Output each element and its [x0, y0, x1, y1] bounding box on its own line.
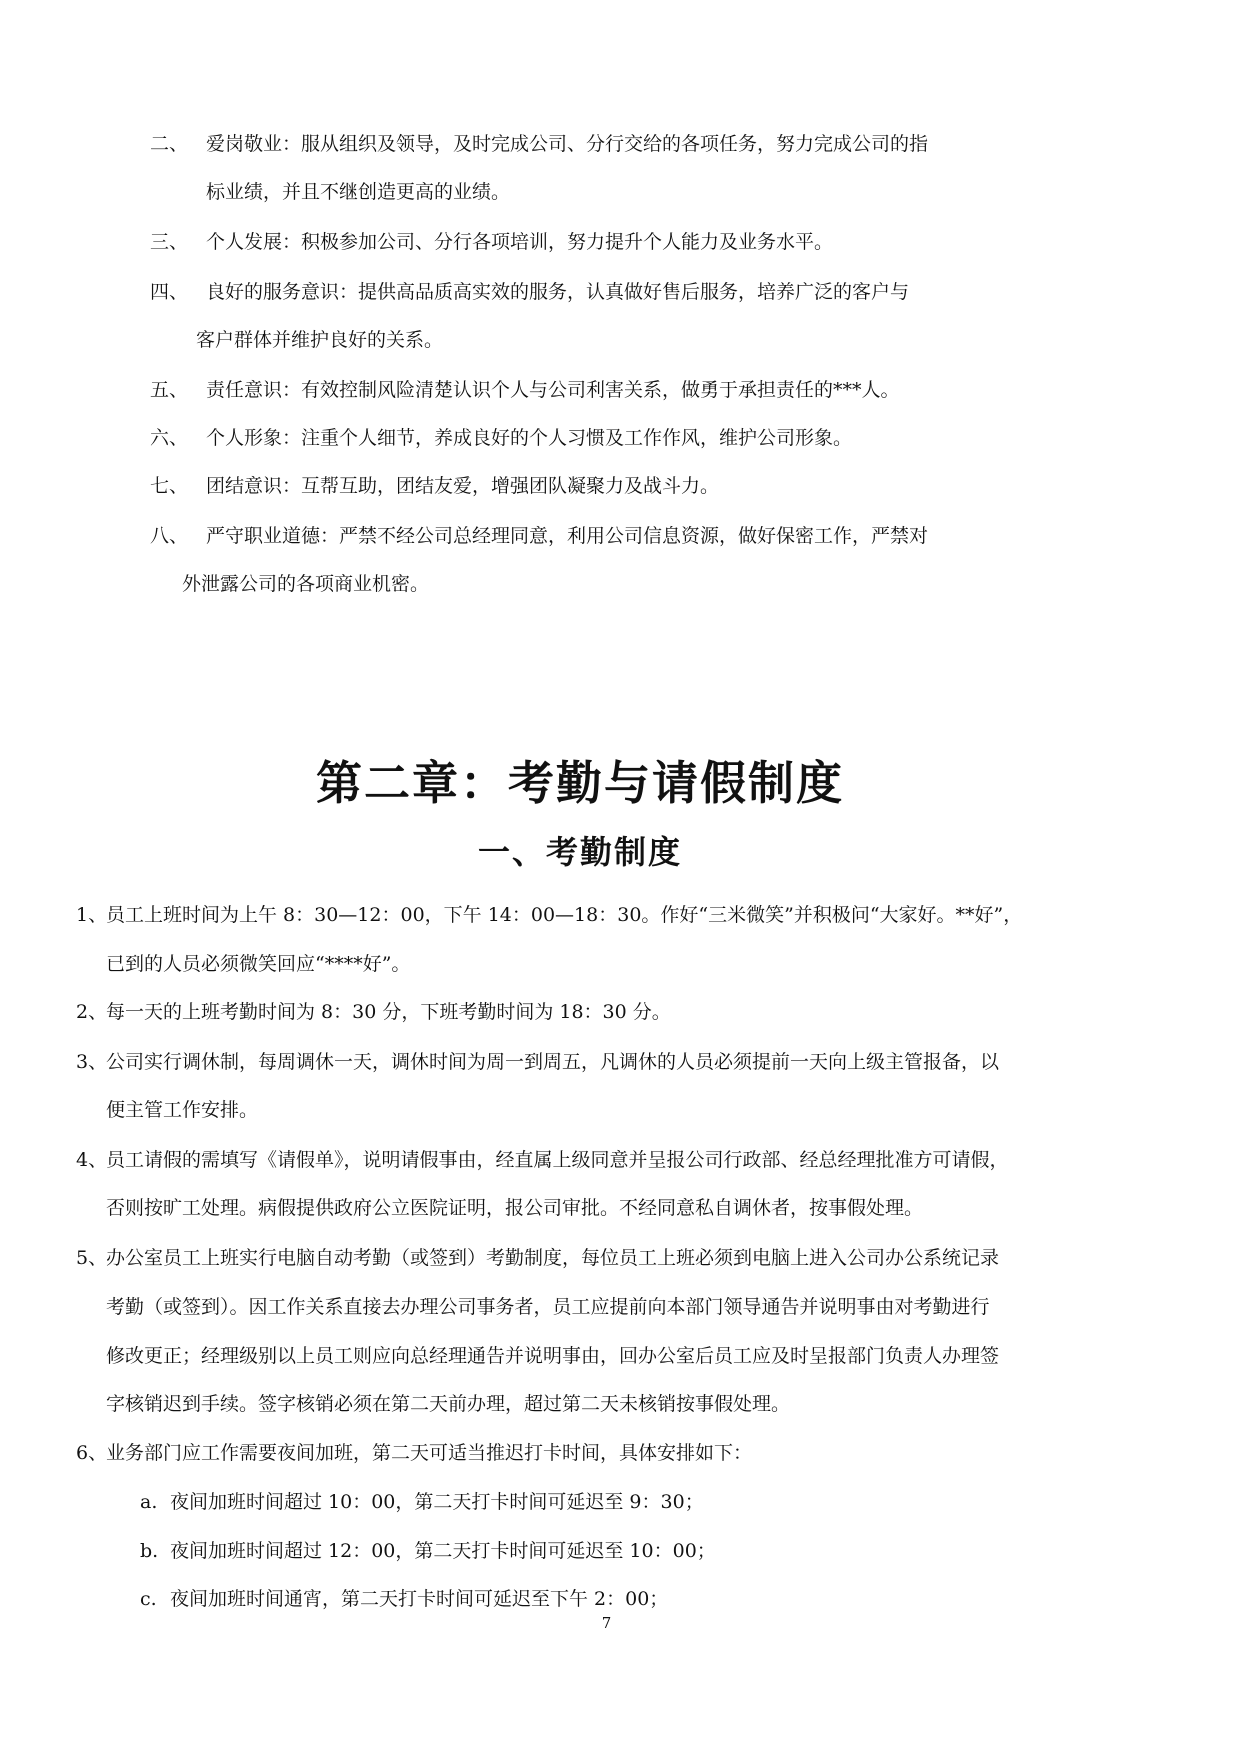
- rule-4-continuation: 否则按旷工处理。病假提供政府公立医院证明，报公司审批。不经同意私自调休者，按事假处理。: [106, 1197, 924, 1219]
- rule-number: 3、: [76, 1051, 108, 1073]
- rule-6: [76, 1441, 752, 1465]
- rule-5-continuation: 字核销迟到手续。签字核销必须在第二天前办理，超过第二天未核销按事假处理。: [106, 1393, 791, 1415]
- sub-item-letter: c.: [140, 1588, 157, 1610]
- list-item-6: [150, 426, 852, 450]
- rule-number: 2、: [76, 1001, 108, 1023]
- rule-2: [76, 1000, 671, 1024]
- list-item-2-continuation: 标业绩，并且不继创造更高的业绩。: [206, 181, 511, 203]
- rule-5-continuation: 考勤（或签到）。因工作关系直接去办理公司事务者，员工应提前向本部门领导通告并说明事由对考勤进行: [106, 1296, 990, 1318]
- page-number: 7: [601, 1614, 612, 1632]
- item-number: 七、: [150, 475, 189, 497]
- rule-number: 1、: [76, 904, 108, 926]
- rule-5: [76, 1246, 999, 1270]
- rule-5-continuation: 修改更正；经理级别以上员工则应向总经理通告并说明事由，回办公室后员工应及时呈报部门负责人办理签: [106, 1345, 1000, 1367]
- item-text: 个人形象：注重个人细节，养成良好的个人习惯及工作作风，维护公司形象。: [206, 427, 853, 449]
- rule-4: [76, 1148, 1009, 1172]
- rule-text: 公司实行调休制，每周调休一天，调休时间为周一到周五，凡调休的人员必须提前一天向上级主管报备，以: [106, 1051, 1000, 1073]
- rule-text: 员工上班时间为上午 8：30—12：00，下午 14：00—18：30。作好“三米微笑”并积极问“大家好。**好”，: [106, 904, 1023, 926]
- list-item-8-continuation: 外泄露公司的各项商业机密。: [182, 573, 430, 595]
- sub-item-text: 夜间加班时间超过 12：00，第二天打卡时间可延迟至 10：00；: [170, 1540, 716, 1562]
- rule-3-continuation: 便主管工作安排。: [106, 1099, 259, 1121]
- rule-1-continuation: 已到的人员必须微笑回应“****好”。: [106, 953, 411, 975]
- item-text: 严守职业道德：严禁不经公司总经理同意，利用公司信息资源，做好保密工作，严禁对: [206, 525, 929, 547]
- sub-item-b: [140, 1539, 716, 1563]
- item-number: 八、: [150, 525, 189, 547]
- rule-number: 6、: [76, 1442, 108, 1464]
- chapter-title: 第二章：考勤与请假制度: [316, 756, 844, 810]
- list-item-3: [150, 230, 833, 254]
- item-number: 四、: [150, 281, 189, 303]
- list-item-4: [150, 280, 909, 304]
- list-item-7: [150, 474, 719, 498]
- rule-text: 办公室员工上班实行电脑自动考勤（或签到）考勤制度，每位员工上班必须到电脑上进入公司办公系统记录: [106, 1247, 1000, 1269]
- sub-item-letter: a.: [140, 1491, 158, 1513]
- rule-text: 员工请假的需填写《请假单》，说明请假事由，经直属上级同意并呈报公司行政部、经总经理批准方可请假，: [106, 1149, 1009, 1171]
- item-number: 六、: [150, 427, 189, 449]
- item-number: 五、: [150, 379, 189, 401]
- sub-item-c: [140, 1587, 668, 1611]
- rule-text: 业务部门应工作需要夜间加班，第二天可适当推迟打卡时间，具体安排如下：: [106, 1442, 753, 1464]
- list-item-8: [150, 524, 928, 548]
- item-text: 良好的服务意识：提供高品质高实效的服务，认真做好售后服务，培养广泛的客户与: [206, 281, 910, 303]
- item-number: 二、: [150, 133, 189, 155]
- sub-item-text: 夜间加班时间通宵，第二天打卡时间可延迟至下午 2：00；: [170, 1588, 669, 1610]
- item-number: 三、: [150, 231, 189, 253]
- list-item-4-continuation: 客户群体并维护良好的关系。: [196, 329, 444, 351]
- rule-3: [76, 1050, 999, 1074]
- list-item-5: [150, 378, 900, 402]
- rule-1: [76, 903, 1022, 927]
- list-item-2: [150, 132, 928, 156]
- sub-item-a: [140, 1490, 704, 1514]
- sub-item-letter: b.: [140, 1540, 159, 1562]
- item-text: 个人发展：积极参加公司、分行各项培训，努力提升个人能力及业务水平。: [206, 231, 834, 253]
- rule-number: 4、: [76, 1149, 108, 1171]
- item-text: 团结意识：互帮互助，团结友爱，增强团队凝聚力及战斗力。: [206, 475, 720, 497]
- rule-number: 5、: [76, 1247, 108, 1269]
- sub-item-text: 夜间加班时间超过 10：00，第二天打卡时间可延迟至 9：30；: [170, 1491, 704, 1513]
- section-title: 一、考勤制度: [477, 833, 682, 871]
- rule-text: 每一天的上班考勤时间为 8：30 分，下班考勤时间为 18：30 分。: [106, 1001, 671, 1023]
- item-text: 爱岗敬业：服从组织及领导，及时完成公司、分行交给的各项任务，努力完成公司的指: [206, 133, 929, 155]
- item-text: 责任意识：有效控制风险清楚认识个人与公司利害关系，做勇于承担责任的***人。: [206, 379, 900, 401]
